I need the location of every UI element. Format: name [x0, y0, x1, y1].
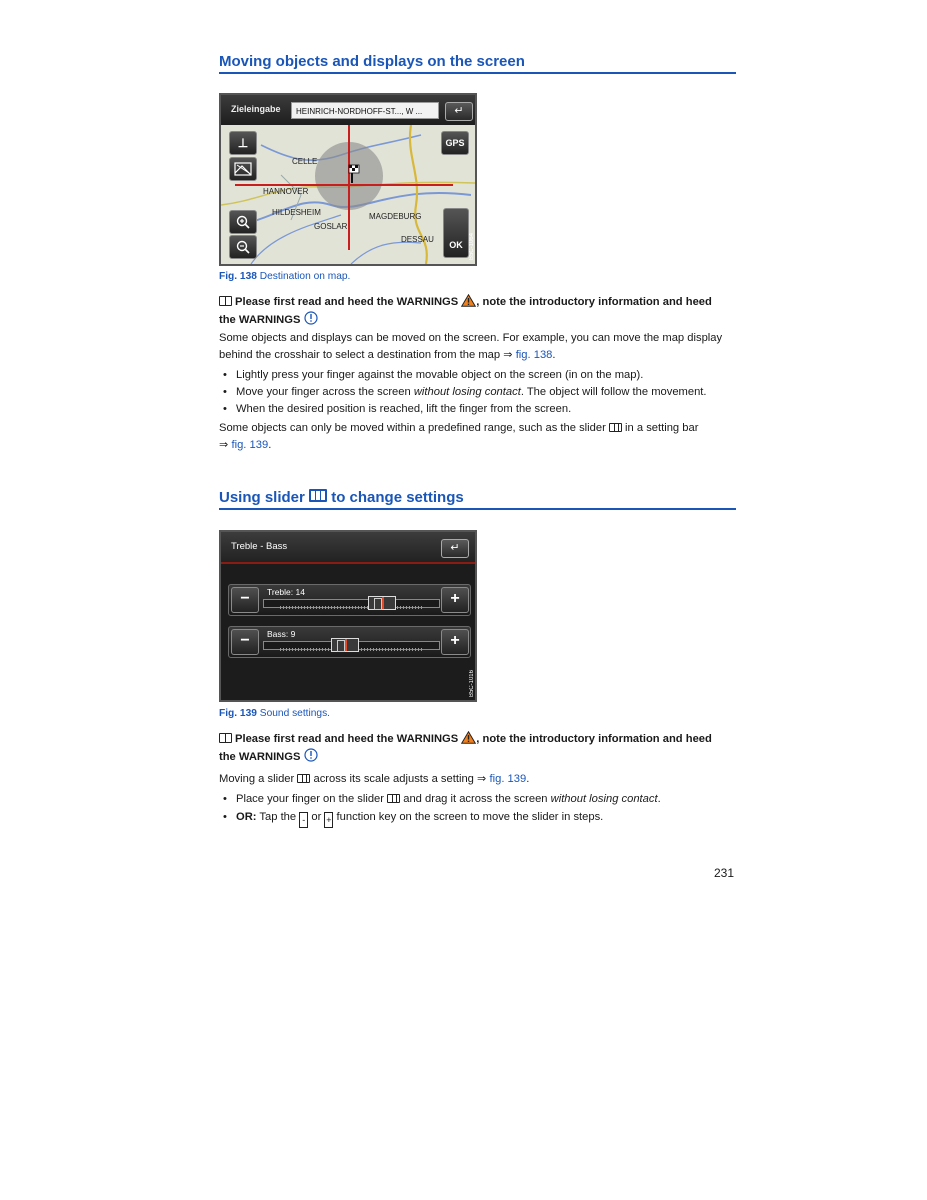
zoom-in-icon — [236, 215, 250, 229]
paragraph-line: Moving a slider — [219, 773, 295, 785]
treble-slider-track[interactable] — [263, 599, 440, 608]
period: . — [268, 439, 272, 451]
north-arrow-icon: ⊥ — [237, 136, 249, 150]
paragraph-line: Some objects can only be moved within a predefined range, such as the slider — [219, 422, 606, 434]
reference-arrow: ⇒ — [477, 773, 487, 785]
back-button[interactable]: ↵ — [441, 539, 469, 558]
paragraph-moving-slider — [219, 771, 736, 788]
paragraph-line: behind the crosshair to select a destination from the map — [219, 349, 501, 361]
treble-plus-button[interactable]: + — [441, 587, 469, 613]
warning-text-end: the WARNINGS — [219, 751, 301, 763]
map-label-magdeburg: MAGDEBURG — [369, 212, 422, 221]
slider-scale — [280, 606, 423, 609]
slider-icon — [297, 774, 310, 783]
page-number: 231 — [713, 866, 734, 880]
treble-setting-bar — [228, 584, 471, 616]
warning-text: Please first read and heed the WARNINGS — [235, 733, 459, 745]
treble-minus-button[interactable]: − — [231, 587, 259, 613]
minus-key-icon: - — [299, 812, 308, 828]
bullet-dot: • — [223, 369, 227, 381]
list-item-text: Move your finger across the screen without losing contact. The object will follow the movement. — [236, 386, 707, 398]
list-item-text: Lightly press your finger against the movable object on the screen (in on the map). — [236, 369, 644, 381]
map-label-dessau: DESSAU — [401, 235, 434, 244]
notice-circle-icon — [304, 748, 318, 762]
figure-138-link[interactable]: fig. 138 — [515, 349, 553, 361]
figure-number: Fig. 139 — [219, 708, 257, 719]
list-item-text: Place your finger on the slider and drag it across the screen without losing contact. — [236, 793, 661, 805]
treble-slider-handle[interactable] — [368, 596, 396, 610]
bullet-dot: • — [223, 793, 227, 805]
notice-circle-icon — [304, 311, 318, 325]
back-button[interactable]: ↵ — [445, 102, 473, 121]
zoom-out-icon — [236, 240, 250, 254]
gps-button[interactable]: GPS — [441, 131, 469, 155]
treble-label: Treble: 14 — [267, 587, 305, 597]
figure-139-link[interactable]: fig. 139 — [231, 439, 269, 451]
list-item-text: When the desired position is reached, lift the finger from the screen. — [236, 403, 572, 415]
figure-138-caption — [219, 271, 350, 282]
plus-key-icon: + — [324, 812, 333, 828]
bullet-dot: • — [223, 386, 227, 398]
ok-button[interactable]: OK — [443, 208, 469, 258]
bass-slider-handle[interactable] — [331, 638, 359, 652]
slider-icon — [609, 423, 622, 432]
screen-header — [221, 95, 475, 125]
bass-setting-bar — [228, 626, 471, 658]
map-label-hildesheim: HILDESHEIM — [272, 208, 321, 217]
warning-text-end: the WARNINGS — [219, 314, 301, 326]
bullet-dot: • — [223, 811, 227, 823]
warning-text-continued: , note the introductory information and heed — [476, 733, 712, 745]
reference-arrow: ⇒ — [503, 349, 513, 361]
slider-icon — [387, 794, 400, 803]
figure-138-map-screen — [219, 93, 477, 266]
slider-icon — [309, 489, 327, 502]
period: . — [552, 349, 556, 361]
figure-caption-text: Destination on map. — [259, 271, 351, 282]
section-heading-using-slider — [219, 489, 736, 510]
bass-label: Bass: 9 — [267, 629, 296, 639]
north-arrow-button[interactable] — [229, 131, 257, 155]
warning-triangle-icon — [461, 294, 476, 307]
warning-text: Please first read and heed the WARNINGS — [235, 296, 459, 308]
map-label-goslar: GOSLAR — [314, 222, 348, 231]
warning-text-continued: , note the introductory information and heed — [476, 296, 712, 308]
map-view-button[interactable] — [229, 157, 257, 181]
zoom-in-button[interactable] — [229, 210, 257, 234]
warning-notice — [219, 294, 736, 329]
screen-header — [221, 532, 475, 563]
paragraph-line: across its scale adjusts a setting — [313, 773, 474, 785]
screen-title: Zieleingabe — [231, 104, 281, 114]
period: . — [526, 773, 530, 785]
heading-text: to change settings — [331, 489, 464, 506]
figure-139-sound-settings — [219, 530, 477, 702]
list-item-text: OR: Tap the - or + function key on the screen to move the slider in steps. — [236, 809, 603, 828]
paragraph-predefined-range — [219, 420, 736, 454]
figure-caption-text: Sound settings. — [259, 708, 331, 719]
map-view[interactable] — [221, 125, 475, 264]
section-heading-moving-objects: Moving objects and displays on the screen — [219, 53, 736, 74]
bass-minus-button[interactable]: − — [231, 629, 259, 655]
figure-139-caption — [219, 708, 330, 719]
map-label-hannover: HANNOVER — [263, 187, 309, 196]
book-icon — [219, 733, 232, 743]
bass-slider-track[interactable] — [263, 641, 440, 650]
book-icon — [219, 296, 232, 306]
figure-code: B5C-1064 — [469, 233, 475, 261]
map-view-icon — [234, 162, 252, 176]
paragraph-line: in a setting bar — [625, 422, 699, 434]
paragraph-objects-moved — [219, 330, 736, 364]
destination-field[interactable]: HEINRICH-NORDHOFF-ST..., W ... — [291, 102, 439, 119]
paragraph-line: Some objects and displays can be moved on the screen. For example, you can move the map display — [219, 332, 723, 344]
figure-code: B5C-1016 — [469, 670, 475, 698]
zoom-out-button[interactable] — [229, 235, 257, 259]
reference-arrow: ⇒ — [219, 439, 229, 451]
heading-text: Using slider — [219, 489, 305, 506]
header-divider — [221, 562, 475, 564]
bass-plus-button[interactable]: + — [441, 629, 469, 655]
warning-triangle-icon — [461, 731, 476, 744]
bullet-dot: • — [223, 403, 227, 415]
screen-title: Treble - Bass — [231, 541, 288, 552]
warning-notice — [219, 731, 736, 766]
map-label-celle: CELLE — [292, 157, 318, 166]
figure-number: Fig. 138 — [219, 271, 257, 282]
figure-139-link[interactable]: fig. 139 — [489, 773, 527, 785]
